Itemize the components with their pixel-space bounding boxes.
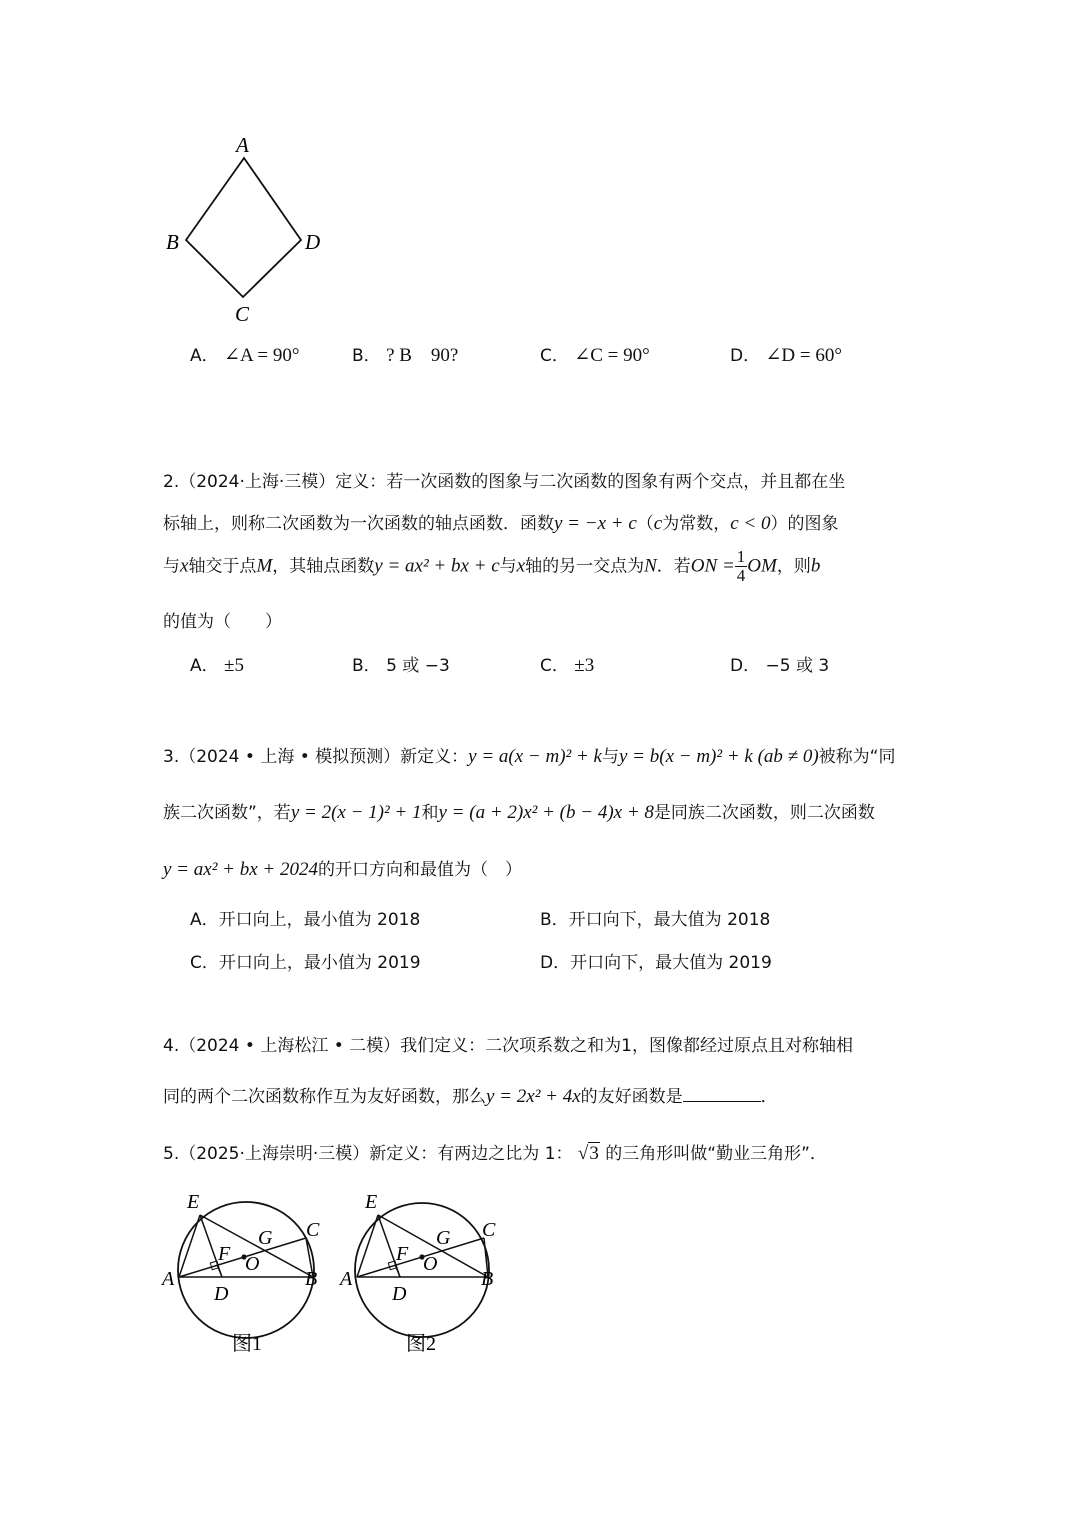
- fig1-label-A: A: [162, 1268, 175, 1290]
- fig2-label-E: E: [365, 1191, 378, 1213]
- circle-figure-2: [338, 1188, 508, 1368]
- fig2-label-G: G: [436, 1227, 451, 1249]
- fig1-label-B: B: [305, 1268, 318, 1290]
- q2-option-c[interactable]: C． ±3: [540, 655, 595, 676]
- fig2-label-F: F: [396, 1243, 409, 1265]
- q3-option-d[interactable]: D．开口向下，最大值为 2019: [540, 953, 772, 973]
- fig1-label-O: O: [245, 1253, 260, 1275]
- q2-line-2: 标轴上，则称二次函数为一次函数的轴点函数．函数y = −x + c（c为常数，c < 0）的图象: [163, 513, 839, 534]
- q2-option-a[interactable]: A． ±5: [190, 655, 244, 676]
- fig2-label-D: D: [392, 1283, 407, 1305]
- q1-option-a[interactable]: A． ∠A = 90°: [190, 345, 300, 366]
- q3-option-c[interactable]: C．开口向上，最小值为 2019: [190, 953, 421, 973]
- label-B: B: [166, 230, 179, 254]
- rhombus-figure: [160, 130, 340, 330]
- label-A: A: [236, 133, 249, 157]
- q3-option-b[interactable]: B．开口向下，最大值为 2018: [540, 910, 771, 930]
- q3-option-a[interactable]: A．开口向上，最小值为 2018: [190, 910, 421, 930]
- fig2-label-B: B: [481, 1268, 494, 1290]
- fig2-label-O: O: [423, 1253, 438, 1275]
- q3-line-3: y = ax² + bx + 2024的开口方向和最值为（ ）: [163, 859, 522, 880]
- q2-line-4: 的值为（ ）: [163, 612, 282, 632]
- q1-option-b[interactable]: B． ? B 90?: [352, 345, 459, 366]
- fig1-label-D: D: [214, 1283, 229, 1305]
- fraction-one-quarter: $\frac{1}{4}$: [736, 547, 746, 585]
- answer-blank[interactable]: [683, 1087, 761, 1102]
- q2-line-1: 2.（2024·上海·三模）定义：若一次函数的图象与二次函数的图象有两个交点，并且都在坐: [163, 472, 846, 492]
- fig2-label-A: A: [340, 1268, 353, 1290]
- sqrt-three: √3: [577, 1143, 599, 1164]
- label-C: C: [235, 302, 250, 326]
- q1-option-d[interactable]: D． ∠D = 60°: [730, 345, 842, 366]
- q4-line-1: 4.（2024 • 上海松江 • 二模）我们定义：二次项系数之和为1，图像都经过原点且对称轴相: [163, 1036, 853, 1056]
- fig1-caption: 图1: [232, 1333, 262, 1355]
- fig2-label-C: C: [482, 1219, 496, 1241]
- q2-option-b[interactable]: B． 5 或 −3: [352, 656, 450, 676]
- q3-line-1: 3.（2024 • 上海 • 模拟预测）新定义：y = a(x − m)² + k与y = b(x − m)² + k (ab ≠ 0)被称为“同: [163, 746, 896, 767]
- fig1-label-C: C: [306, 1219, 320, 1241]
- circle-figure-1: [160, 1188, 330, 1368]
- q2-line-3: 与x轴交于点M，其轴点函数y = ax² + bx + c与x轴的另一交点为N．若ON = $\frac{1}{4}$ OM，则b: [163, 547, 821, 585]
- q4-line-2: 同的两个二次函数称作互为友好函数，那么y = 2x² + 4x的友好函数是 ．: [163, 1086, 778, 1107]
- q5-line-1: 5.（2025·上海崇明·三模）新定义：有两边之比为 1： √3 的三角形叫做“勤业三角形”．: [163, 1143, 827, 1164]
- fig1-label-E: E: [187, 1191, 200, 1213]
- fig2-caption: 图2: [406, 1333, 436, 1355]
- fig1-label-F: F: [218, 1243, 231, 1265]
- label-D: D: [305, 230, 321, 254]
- q1-option-c[interactable]: C． ∠C = 90°: [540, 345, 650, 366]
- fig1-label-G: G: [258, 1227, 273, 1249]
- q3-line-2: 族二次函数”，若y = 2(x − 1)² + 1和y = (a + 2)x² + (b − 4)x + 8是同族二次函数，则二次函数: [163, 802, 875, 823]
- q2-option-d[interactable]: D． −5 或 3: [730, 656, 830, 676]
